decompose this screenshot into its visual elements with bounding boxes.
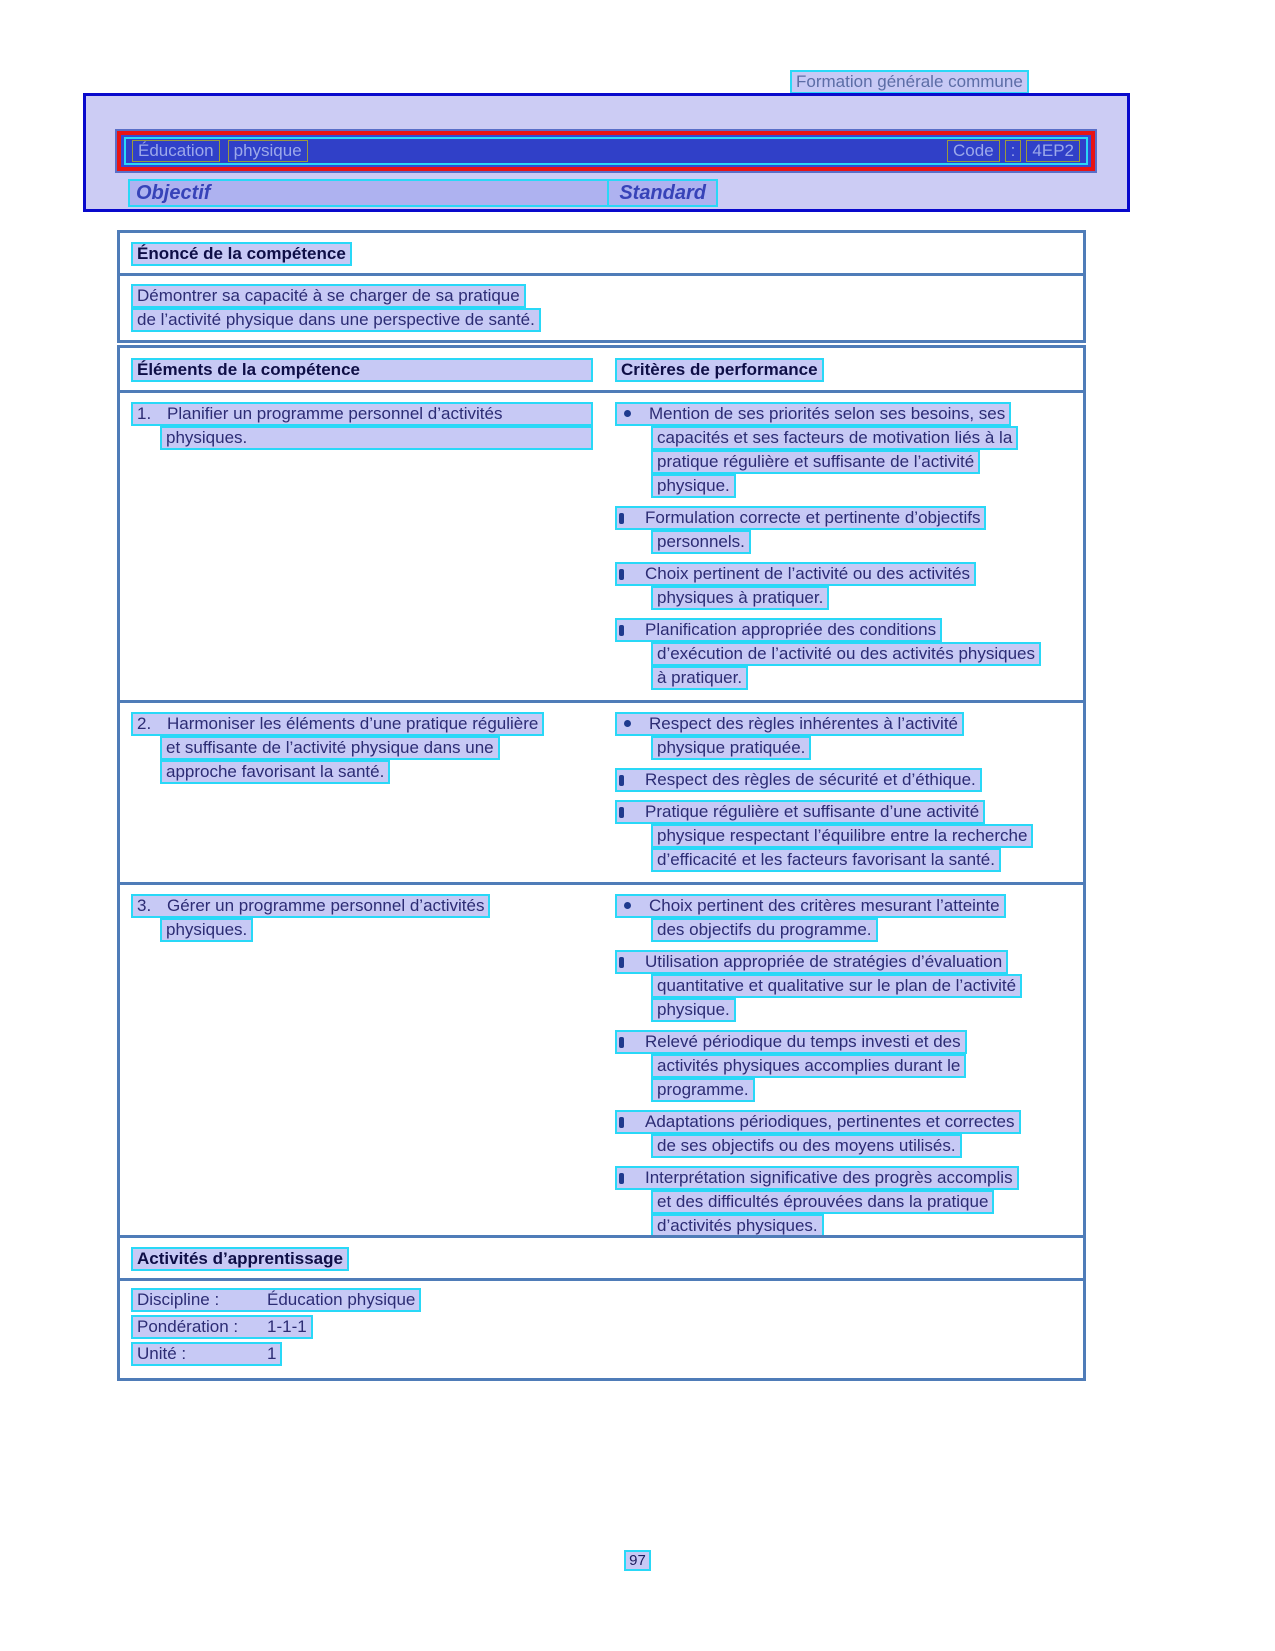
criteria-cell	[603, 712, 1083, 880]
text-line-row	[615, 1030, 1083, 1054]
competence-table-header	[120, 348, 1083, 393]
bullet-icon	[619, 775, 624, 786]
bar-word: 4EP2	[1026, 140, 1080, 162]
text-line: capacités et ses facteurs de motivation liés à la	[651, 426, 1018, 450]
course-title-bar	[115, 129, 1097, 173]
criterion	[615, 712, 1083, 760]
text-line-row	[615, 712, 1083, 736]
text-line: Relevé périodique du temps investi et des	[615, 1030, 967, 1054]
criterion	[615, 894, 1083, 942]
text-line: des objectifs du programme.	[651, 918, 878, 942]
text-line: de ses objectifs ou des moyens utilisés.	[651, 1134, 962, 1158]
item-number: 3.	[137, 896, 152, 915]
bullet-icon	[619, 807, 624, 818]
text-line-row	[131, 402, 603, 426]
criterion	[615, 768, 1083, 792]
text-line: 1. Planifier un programme personnel d’activités	[131, 402, 593, 426]
text-line: personnels.	[651, 530, 751, 554]
element-cell	[120, 712, 603, 880]
table-row	[120, 700, 1083, 882]
text-line-row	[615, 530, 1083, 554]
meta-line-box	[131, 1315, 313, 1339]
criteria-cell	[603, 402, 1083, 698]
text-line-row	[131, 918, 603, 942]
text-line-row	[131, 736, 603, 760]
objectif-standard-row	[128, 179, 718, 207]
text-line-row	[615, 1134, 1083, 1158]
text-line-row	[615, 824, 1083, 848]
criterion	[615, 506, 1083, 554]
meta-line-box	[131, 1288, 421, 1312]
text-line: Adaptations périodiques, pertinentes et correctes	[615, 1110, 1021, 1134]
text-line-row	[615, 426, 1083, 450]
text-line-row	[615, 402, 1083, 426]
text-line: 3. Gérer un programme personnel d’activités	[131, 894, 490, 918]
criterion	[615, 1030, 1083, 1102]
criterion	[615, 618, 1083, 690]
meta-line-box	[131, 1342, 282, 1366]
text-line-row	[615, 1190, 1083, 1214]
text-line-row	[615, 562, 1083, 586]
text-line: Démontrer sa capacité à se charger de sa pratique	[131, 284, 526, 308]
criteres-header: Critères de performance	[615, 358, 824, 382]
enonce-table-body	[120, 276, 1083, 340]
item-number: 2.	[137, 714, 152, 733]
bullet-icon	[619, 1037, 624, 1048]
text-line: physique.	[651, 474, 736, 498]
text-line: pratique régulière et suffisante de l’activité	[651, 450, 980, 474]
text-line: Respect des règles de sécurité et d’éthique.	[615, 768, 982, 792]
element-cell	[120, 402, 603, 698]
course-code-words	[947, 140, 1080, 162]
page-number: 97	[624, 1550, 651, 1571]
text-line-row	[615, 918, 1083, 942]
text-line: et suffisante de l’activité physique dans une	[160, 736, 500, 760]
text-line: physiques.	[160, 918, 253, 942]
text-line-row	[131, 894, 603, 918]
header-panel	[83, 93, 1130, 212]
standard-label: Standard	[607, 179, 718, 207]
text-line-row	[615, 666, 1083, 690]
activites-table	[117, 1235, 1086, 1381]
text-line-row	[131, 284, 1072, 308]
bullet-icon	[624, 720, 631, 727]
text-line-row	[615, 998, 1083, 1022]
text-line: et des difficultés éprouvées dans la pratique	[651, 1190, 994, 1214]
meta-row	[131, 1288, 1072, 1315]
text-line-row	[131, 760, 603, 784]
text-line: Respect des règles inhérentes à l’activité	[615, 712, 964, 736]
page-footer	[0, 1550, 1275, 1571]
text-line: physique.	[651, 998, 736, 1022]
text-line: quantitative et qualitative sur le plan de l’activité	[651, 974, 1022, 998]
text-line: à pratiquer.	[651, 666, 748, 690]
activites-title: Activités d’apprentissage	[131, 1247, 349, 1271]
text-line: Pratique régulière et suffisante d’une activité	[615, 800, 985, 824]
text-line-row	[615, 768, 1083, 792]
bullet-icon	[624, 902, 631, 909]
criterion	[615, 1166, 1083, 1238]
text-line: Choix pertinent des critères mesurant l’atteinte	[615, 894, 1006, 918]
text-line-row	[615, 950, 1083, 974]
text-line: d’efficacité et les facteurs favorisant la santé.	[651, 848, 1001, 872]
bar-word: :	[1005, 140, 1022, 162]
meta-value: Éducation physique	[267, 1290, 416, 1309]
competence-table	[117, 345, 1086, 1307]
text-line-row	[615, 1166, 1083, 1190]
criterion	[615, 402, 1083, 498]
bullet-icon	[619, 957, 624, 968]
text-line-row	[615, 642, 1083, 666]
text-line: d’exécution de l’activité ou des activités physiques	[651, 642, 1041, 666]
bullet-icon	[619, 513, 624, 524]
text-line-row	[615, 894, 1083, 918]
enonce-table-header	[120, 233, 1083, 276]
text-line-row	[615, 586, 1083, 610]
criterion	[615, 562, 1083, 610]
text-line-row	[615, 474, 1083, 498]
text-line: Mention de ses priorités selon ses besoins, ses	[615, 402, 1011, 426]
text-line: d’activités physiques.	[651, 1214, 824, 1238]
text-line-row	[615, 848, 1083, 872]
meta-value: 1	[267, 1344, 277, 1363]
bullet-icon	[624, 410, 631, 417]
text-line: 2. Harmoniser les éléments d’une pratique régulière	[131, 712, 544, 736]
text-line: physiques.	[160, 426, 593, 450]
enonce-title: Énoncé de la compétence	[131, 242, 352, 266]
text-line-row	[615, 974, 1083, 998]
bullet-icon	[619, 1117, 624, 1128]
objectif-label: Objectif	[136, 182, 211, 204]
text-line-row	[615, 618, 1083, 642]
bar-word: physique	[228, 140, 308, 162]
running-head	[790, 70, 1029, 94]
meta-label: Pondération :	[137, 1317, 239, 1336]
text-line-row	[615, 1054, 1083, 1078]
text-line-row	[131, 426, 603, 450]
text-line: Planification appropriée des conditions	[615, 618, 942, 642]
activites-table-header	[120, 1238, 1083, 1281]
running-head-label: Formation générale commune	[790, 70, 1029, 94]
text-line-row	[615, 1110, 1083, 1134]
meta-value: 1-1-1	[267, 1317, 307, 1336]
course-title-bar-red-frame	[117, 131, 1095, 171]
activites-table-body	[120, 1281, 1083, 1378]
criteres-header-cell	[603, 358, 1083, 382]
text-line-row	[615, 800, 1083, 824]
course-title-words	[132, 140, 308, 162]
text-line: de l’activité physique dans une perspective de santé.	[131, 308, 541, 332]
bar-word: Code	[947, 140, 1000, 162]
competence-rows	[120, 393, 1083, 1304]
text-line: physique respectant l’équilibre entre la recherche	[651, 824, 1033, 848]
text-line: physiques à pratiquer.	[651, 586, 829, 610]
elements-header: Éléments de la compétence	[131, 358, 593, 382]
bullet-icon	[619, 569, 624, 580]
text-line-row	[615, 1078, 1083, 1102]
text-line: Formulation correcte et pertinente d’objectifs	[615, 506, 986, 530]
text-line: Utilisation appropriée de stratégies d’évaluation	[615, 950, 1008, 974]
meta-label: Unité :	[137, 1344, 187, 1363]
meta-row	[131, 1342, 1072, 1369]
bullet-icon	[619, 1173, 624, 1184]
criterion	[615, 1110, 1083, 1158]
text-line: programme.	[651, 1078, 755, 1102]
text-line: approche favorisant la santé.	[160, 760, 390, 784]
meta-label: Discipline :	[137, 1290, 220, 1309]
text-line: Interprétation significative des progrès accomplis	[615, 1166, 1019, 1190]
bullet-icon	[619, 625, 624, 636]
table-row	[120, 393, 1083, 700]
bar-word: Éducation	[132, 140, 220, 162]
text-line: activités physiques accomplies durant le	[651, 1054, 966, 1078]
course-title-line	[124, 137, 1088, 165]
elements-header-cell	[120, 358, 603, 382]
text-line-row	[131, 308, 1072, 332]
text-line-row	[615, 506, 1083, 530]
meta-row	[131, 1315, 1072, 1342]
enonce-table	[117, 230, 1086, 343]
item-number: 1.	[137, 404, 152, 423]
criterion	[615, 800, 1083, 872]
criterion	[615, 950, 1083, 1022]
text-line-row	[615, 736, 1083, 760]
text-line: physique pratiquée.	[651, 736, 811, 760]
text-line-row	[131, 712, 603, 736]
objectif-box	[128, 179, 718, 207]
text-line-row	[615, 450, 1083, 474]
text-line: Choix pertinent de l’activité ou des activités	[615, 562, 976, 586]
